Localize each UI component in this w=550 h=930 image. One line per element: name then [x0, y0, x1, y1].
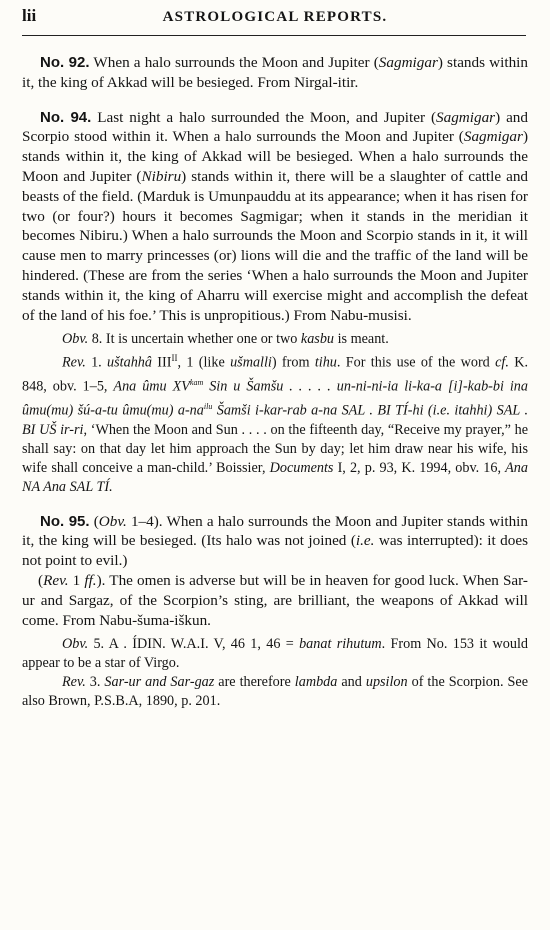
entry-text: ) stands within it, there will be a slaughter of cattle and beasts of the field. (Marduk is Umunpauddu at its appearance; when it has risen for two (or four?) hours it becomes Sagmigar; when it stands in the meridian it becomes Nibiru.) When a halo surrounds the Moon and Scorpio stands in it, it will cause men to marry princesses (or) lions will die and the traffic of the land will be hindered. (These are from the series ‘When a halo surrounds the Moon and Jupiter stands within it, the king of Aharru will exercise might and accomplish the defeat of the land of his foe.’ This is unpropitious.) From Nabu-musisi. — [22, 167, 529, 324]
note-italic: Obv. — [62, 331, 89, 348]
note-94-obv — [22, 330, 528, 349]
note-95-rev — [22, 673, 528, 711]
note-italic: Documents — [269, 459, 334, 476]
header-rule — [22, 35, 526, 36]
note-text: 1. — [85, 355, 108, 372]
note-italic: ušmalli — [230, 355, 272, 372]
entry-italic: Rev. — [43, 571, 69, 589]
note-italic: upsilon — [365, 674, 408, 691]
note-text: 5. A . ÍDIN. W.A.I. V, 46 1, 46 = — [88, 636, 300, 653]
entry-text: ) stands within it, the king of Akkad will be besieged. When a halo surrounds the Moon and Jupiter ( — [22, 128, 528, 185]
note-text: K. 848, obv. 1–5, — [22, 355, 529, 395]
note-italic: Sin u Šamšu . . . . . un-ni-ni-ia li-ka-a [i]-kab-bi ina ûmu(mu) šú-a-tu ûmu(mu) a-na — [22, 378, 528, 419]
note-95-obv — [22, 635, 528, 673]
entry-text: was interrupted): it does not point to evil.) — [22, 532, 528, 570]
note-text: . From No. 153 it would appear to be a star of Virgo. — [22, 636, 529, 672]
note-italic: uštahhâ — [107, 355, 152, 372]
spacer — [22, 497, 528, 512]
note-italic: Ana ûmu XV — [113, 378, 190, 395]
entry-text: ) and Scorpio stood within it. When a halo surrounds the Moon and Jupiter ( — [22, 108, 528, 146]
entry-italic: Sagmigar — [436, 108, 496, 126]
note-text: , ‘When the Moon and Sun . . . . on the fifteenth day, “Receive my prayer,” he shall say: on that day let him approach the Sun by day; let him draw near his wife, his wife shall conceive a man-child.’ Boissier, — [22, 421, 528, 476]
note-text: is meant. — [334, 331, 389, 348]
note-superscript: ilu — [203, 401, 213, 411]
spacer — [22, 93, 528, 108]
entry-italic: Obv. — [98, 512, 127, 530]
note-italic: Sar-ur and Sar-gaz — [104, 674, 215, 691]
note-italic: Rev. — [62, 355, 86, 372]
entry-text: 1 — [68, 571, 85, 589]
note-94-rev — [22, 349, 528, 496]
entry-italic: i.e. — [355, 532, 375, 550]
note-text: , 1 (like — [177, 355, 231, 372]
entry-text: ( — [38, 571, 44, 589]
entry-text: ). The omen is adverse but will be in heaven for good luck. When Sar-ur and Sargaz, of the Scorpion’s sting, are brilliant, the weapons of Akkad will come. From Nabu-šuma-iškun. — [22, 571, 528, 629]
entry-italic: ff. — [84, 571, 97, 589]
note-text: 3. — [85, 674, 105, 691]
note-text: are therefore — [214, 674, 295, 691]
note-italic: Rev. — [62, 674, 86, 691]
entry-text: Last night a halo surrounded the Moon, and Jupiter ( — [91, 108, 437, 126]
entry-92 — [22, 53, 528, 93]
note-italic: cf. — [495, 355, 509, 372]
note-italic: lambda — [294, 674, 338, 691]
note-text: and — [337, 674, 366, 691]
entry-94 — [22, 108, 528, 326]
note-italic: Obv. — [62, 636, 89, 653]
note-italic: Ana NA Ana SAL TÍ. — [22, 459, 528, 495]
note-italic: tihu — [314, 355, 337, 372]
page-number: lii — [22, 6, 37, 25]
entry-italic: Sagmigar — [463, 128, 523, 146]
entry-italic: Nibiru — [141, 167, 182, 185]
note-text: ) from — [271, 355, 315, 372]
entry-number: No. 92. — [40, 54, 90, 71]
entry-text: ( — [89, 512, 99, 530]
entry-text: When a halo surrounds the Moon and Jupiter ( — [89, 54, 379, 71]
running-title: ASTROLOGICAL REPORTS. — [162, 9, 388, 25]
entry-number: No. 94. — [40, 108, 92, 126]
note-text: of the Scorpion. See also Brown, P.S.B.A, 1890, p. 201. — [22, 674, 529, 710]
note-text: 8. It is uncertain whether one or two — [88, 331, 301, 348]
entry-text: 1–4). When a halo surrounds the Moon and Jupiter stands within it, the king will be besieged. (Its halo was not joined ( — [22, 512, 528, 550]
note-superscript: kam — [189, 378, 204, 388]
note-italic: Šamši i-kar-rab a-na SAL . BI TÍ-hi (i.e. itahhi) SAL . BI UŠ ir-ri — [22, 402, 528, 438]
page-header — [22, 0, 528, 30]
entry-italic: Sagmigar — [378, 54, 438, 71]
note-text: III — [151, 355, 172, 372]
entry-number: No. 95. — [40, 512, 90, 530]
entry-text: ) stands within it, the king of Akkad will be besieged. From Nirgal-itir. — [22, 54, 528, 91]
note-text: I, 2, p. 93, K. 1994, obv. 16, — [333, 459, 506, 476]
entry-95 — [22, 512, 528, 571]
note-italic: banat rihutum — [299, 636, 382, 653]
note-superscript: II — [171, 353, 178, 364]
note-text: . For this use of the word — [336, 355, 496, 372]
note-italic: kasbu — [300, 331, 335, 348]
entry-95-rev — [22, 571, 528, 630]
